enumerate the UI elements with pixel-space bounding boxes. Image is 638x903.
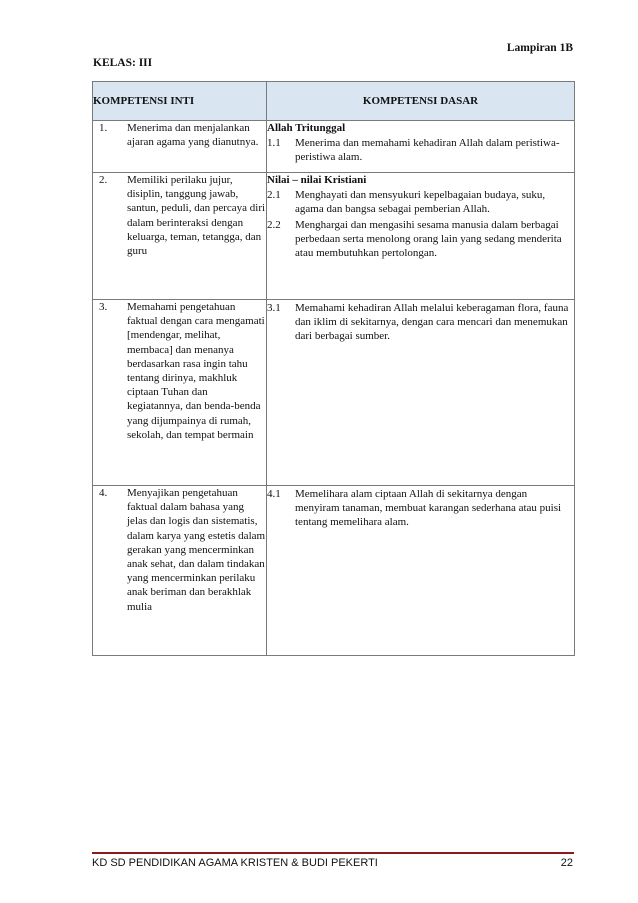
ki-cell	[93, 173, 267, 300]
kd-text: Menghargai dan mengasihi sesama manusia dalam berbagai perbedaan serta menolong orang lain yang sedang menderita atau membutuhkan pertolongan.	[295, 218, 562, 260]
ki-number: 4.	[99, 487, 108, 499]
table-row	[93, 121, 575, 173]
ki-text: Menyajikan pengetahuan faktual dalam bahasa yang jelas dan logis dan sistematis, dalam karya yang estetis dalam gerakan yang mencerminkan anak sehat, dan dalam tindakan yang mencerminkan perilaku anak beriman dan berakhlak mulia	[127, 487, 266, 613]
kd-text: Memelihara alam ciptaan Allah di sekitarnya dengan menyiram tanaman, membuat karangan sederhana atau puisi tentang memelihara alam.	[295, 488, 562, 529]
kd-item	[267, 188, 574, 216]
ki-cell	[93, 300, 267, 486]
kd-title: Allah Tritunggal	[267, 122, 346, 134]
kd-cell	[267, 486, 575, 656]
kd-cell	[267, 300, 575, 486]
header-kompetensi-inti: KOMPETENSI INTI	[93, 82, 267, 121]
ki-number: 1.	[99, 122, 108, 134]
kd-item	[267, 218, 574, 261]
competency-table	[92, 81, 575, 656]
kd-number: 1.1	[267, 137, 281, 150]
page-number: 22	[560, 857, 573, 869]
kd-number: 2.2	[267, 218, 281, 231]
ki-text: Memahami pengetahuan faktual dengan cara mengamati [mendengar, melihat, membaca] dan menanya berdasarkan rasa ingin tahu tentang dirinya, makhluk ciptaan Tuhan dan kegiatannya, dan benda-benda yang dijumpainya di rumah, sekolah, dan tempat bermain	[127, 301, 265, 441]
kd-text: Menghayati dan mensyukuri kepelbagaian budaya, suku, agama dan bangsa sebagai pemberian Allah.	[295, 189, 546, 216]
ki-cell	[93, 121, 267, 173]
kd-item	[267, 301, 574, 344]
ki-number: 3.	[99, 301, 108, 313]
footer-divider	[92, 852, 574, 854]
kd-cell	[267, 121, 575, 173]
table-row	[93, 173, 575, 300]
ki-text: Menerima dan menjalankan ajaran agama yang dianutnya.	[127, 122, 259, 149]
ki-text: Memiliki perilaku jujur, disiplin, tanggung jawab, santun, peduli, dan percaya diri dalam berinteraksi dengan keluarga, teman, tetangga, dan guru	[127, 174, 266, 258]
kd-cell	[267, 173, 575, 300]
footer-title: KD SD PENDIDIKAN AGAMA KRISTEN & BUDI PEKERTI	[92, 857, 378, 869]
ki-number: 2.	[99, 174, 108, 186]
header-kompetensi-dasar: KOMPETENSI DASAR	[267, 82, 575, 121]
kd-text: Menerima dan memahami kehadiran Allah dalam peristiwa-peristiwa alam.	[295, 137, 560, 164]
kd-number: 4.1	[267, 488, 281, 500]
kd-text: Memahami kehadiran Allah melalui keberagaman flora, fauna dan iklim di sekitarnya, dengan cara mencari dan menemukan dari berbagai sumber.	[295, 302, 569, 343]
class-label: KELAS: III	[93, 57, 153, 69]
table-row	[93, 486, 575, 656]
table-row	[93, 300, 575, 486]
kd-number: 3.1	[267, 302, 281, 314]
appendix-label: Lampiran 1B	[506, 42, 573, 54]
kd-item	[267, 487, 574, 530]
ki-cell	[93, 486, 267, 656]
kd-title: Nilai – nilai Kristiani	[267, 174, 367, 186]
kd-number: 2.1	[267, 189, 281, 202]
kd-item	[267, 136, 574, 164]
table-header-row	[93, 82, 575, 121]
